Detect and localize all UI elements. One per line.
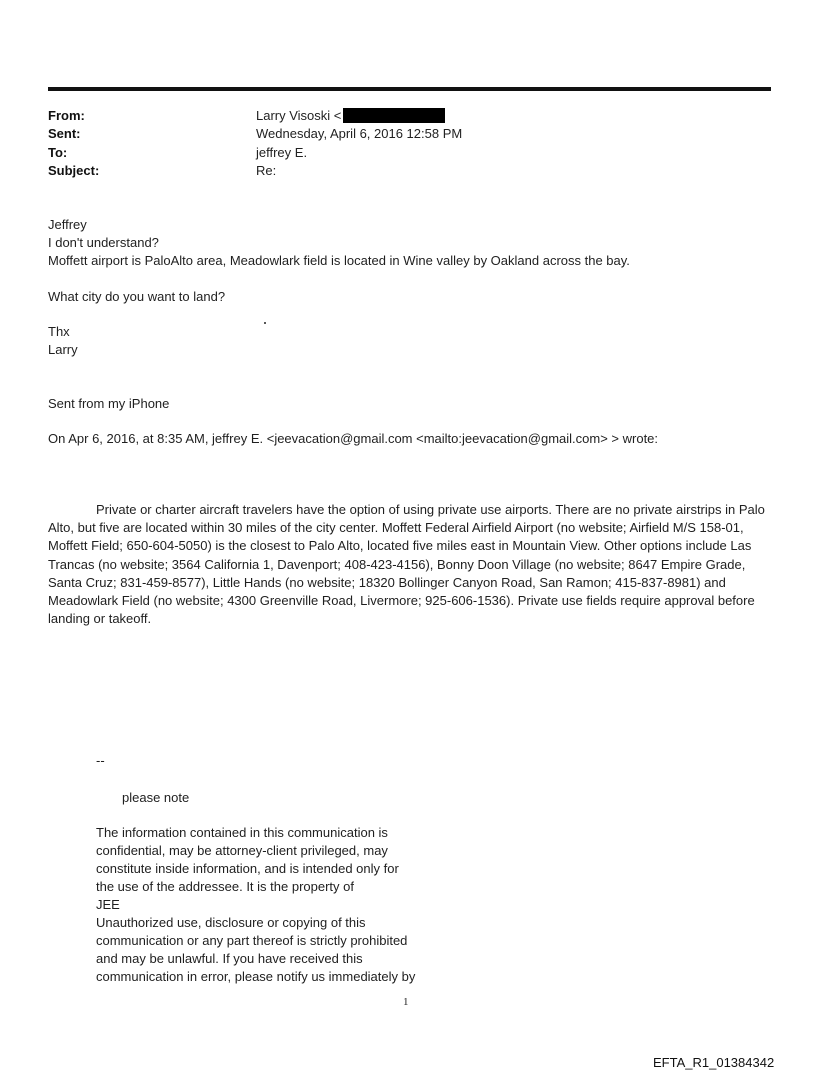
disclaimer-line: confidential, may be attorney-client privileged, may — [96, 843, 388, 858]
header-rule — [48, 87, 771, 91]
page-number: 1 — [403, 996, 409, 1008]
to-label: To: — [48, 145, 68, 160]
subject-value: Re: — [256, 163, 277, 178]
sender-name: Larry — [48, 342, 78, 357]
quote-header: On Apr 6, 2016, at 8:35 AM, jeffrey E. <jeevacation@gmail.com <mailto:jeevacation@gmail.com> > wrote: — [48, 431, 659, 446]
quoted-paragraph: Private or charter aircraft travelers have the option of using private use airports. There are no private airstrips in Palo Alto, but five are located within 30 miles of the city center. Moffett Federal Airfield Airport (no website; Airfield M/S 158-01, Moffett Field; 650-604-5050) is the closest to Palo Alto, located five miles east in Mountain View. Other options include Las Trancas (no website; 3564 California 1, Davenport; 408-423-4156), Bonny Doon Village (no website; 8647 Empire Grade, Santa Cruz; 831-459-8577), Little Hands (no website; 18320 Bollinger Canyon Road, San Ramon; 415-837-8981) and Meadowlark Field (no website; 4300 Greenville Road, Livermore; 925-606-1536). Private use fields require approval before landing or takeoff. — [48, 502, 765, 627]
confidentiality-disclaimer — [96, 824, 446, 986]
to-value: jeffrey E. — [256, 145, 308, 160]
please-note: please note — [122, 790, 190, 805]
disclaimer-line: the use of the addressee. It is the property of — [96, 879, 354, 894]
greeting: Jeffrey — [48, 217, 87, 232]
disclaimer-line: JEE — [96, 897, 120, 912]
from-name: Larry Visoski < — [256, 108, 342, 123]
subject-label: Subject: — [48, 163, 100, 178]
signature-separator: -- — [96, 753, 105, 768]
bates-number: EFTA_R1_01384342 — [653, 1055, 775, 1070]
mobile-signature: Sent from my iPhone — [48, 396, 170, 411]
sent-label: Sent: — [48, 126, 81, 141]
stray-dot — [264, 322, 266, 324]
body-line: I don't understand? — [48, 235, 159, 250]
disclaimer-line: communication or any part thereof is strictly prohibited — [96, 933, 408, 948]
redaction-box — [343, 108, 445, 123]
body-line: What city do you want to land? — [48, 289, 226, 304]
disclaimer-line: communication in error, please notify us immediately by — [96, 969, 416, 984]
disclaimer-line: constitute inside information, and is intended only for — [96, 861, 399, 876]
from-value — [256, 107, 445, 125]
from-label: From: — [48, 108, 85, 123]
disclaimer-line: The information contained in this communication is — [96, 825, 388, 840]
closing: Thx — [48, 324, 70, 339]
disclaimer-line: and may be unlawful. If you have received this — [96, 951, 363, 966]
body-line: Moffett airport is PaloAlto area, Meadowlark field is located in Wine valley by Oakland across the bay. — [48, 253, 630, 268]
disclaimer-line: Unauthorized use, disclosure or copying of this — [96, 915, 366, 930]
sent-value: Wednesday, April 6, 2016 12:58 PM — [256, 126, 463, 141]
